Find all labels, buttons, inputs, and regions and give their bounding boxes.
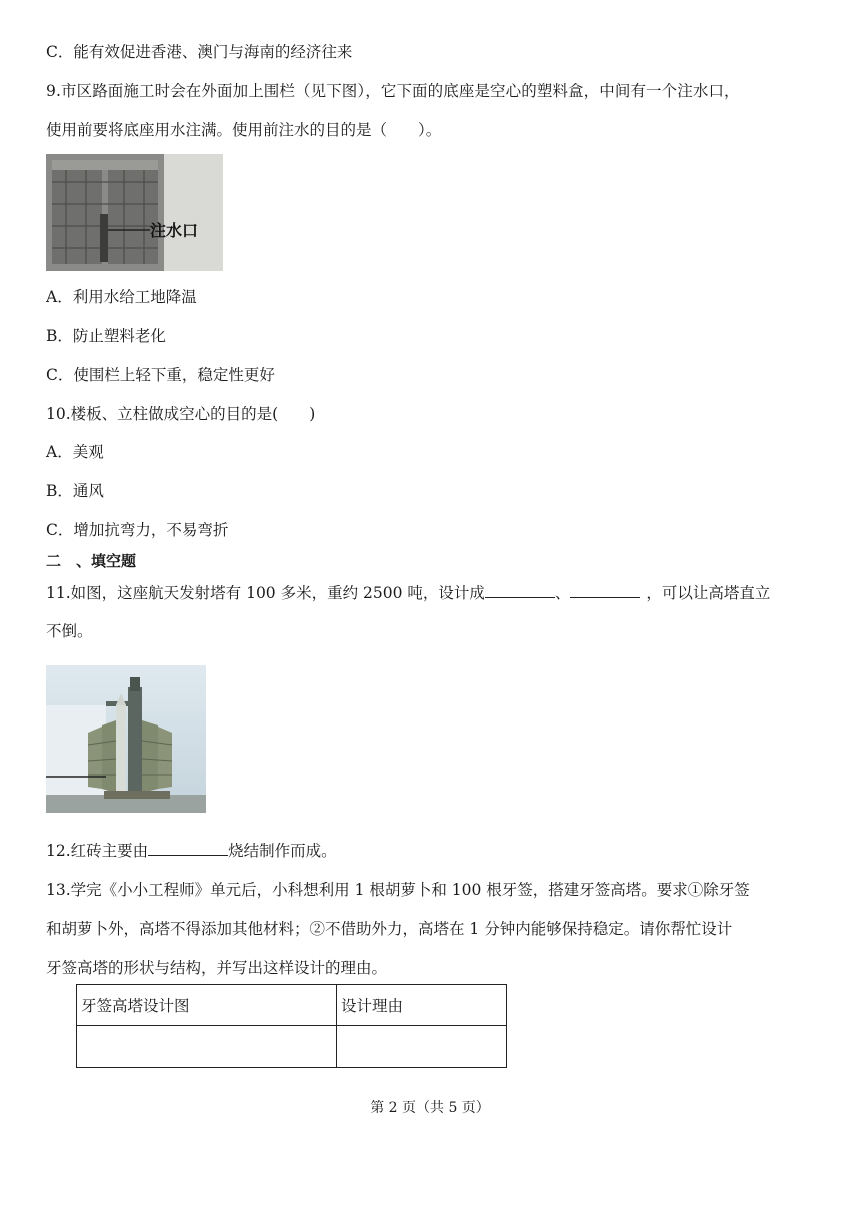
q13-line2: 和胡萝卜外，高塔不得添加其他材料；②不借助外力，高塔在 1 分钟内能够保持稳定。请你帮忙设计 <box>46 920 733 938</box>
page-footer: 第 2 页（共 5 页） <box>370 1100 490 1116</box>
q12-text-1: 12.红砖主要由 <box>46 842 149 860</box>
q11-blank-1[interactable] <box>485 581 555 598</box>
q10-option-a: A．美观 <box>46 443 104 461</box>
q10-stem: 10.楼板、立柱做成空心的目的是( ) <box>46 405 316 423</box>
table-header-row <box>77 985 507 1026</box>
q11-line1 <box>46 581 770 604</box>
q9-option-c: C．使围栏上轻下重，稳定性更好 <box>46 366 275 384</box>
figure-label-inlet: 注水口 <box>150 221 199 240</box>
q11-text-2: 、 <box>554 584 571 602</box>
section-heading: 二 、填空题 <box>46 552 137 570</box>
q9-option-b: B．防止塑料老化 <box>46 327 166 345</box>
q13-line3: 牙签高塔的形状与结构，并写出这样设计的理由。 <box>46 959 388 977</box>
table-header-reason: 设计理由 <box>337 985 507 1026</box>
design-table <box>76 984 507 1068</box>
q12-blank[interactable] <box>148 839 228 856</box>
launch-tower-figure <box>46 665 206 813</box>
q11-line2: 不倒。 <box>46 622 93 640</box>
q9-stem-line1: 9.市区路面施工时会在外面加上围栏（见下图），它下面的底座是空心的塑料盒，中间有一个注水口， <box>46 82 740 100</box>
launch-tower-photo <box>46 665 206 813</box>
q12-text-2: 烧结制作而成。 <box>228 842 337 860</box>
q10-option-c: C．增加抗弯力，不易弯折 <box>46 521 229 539</box>
barrier-base-figure <box>46 154 223 271</box>
answer-cell-design[interactable] <box>77 1026 337 1068</box>
q11-blank-2[interactable] <box>570 581 640 598</box>
q12-line <box>46 839 337 862</box>
q13-line1: 13.学完《小小工程师》单元后，小科想利用 1 根胡萝卜和 100 根牙签，搭建牙签高塔。要求①除牙签 <box>46 881 750 899</box>
table-header-design: 牙签高塔设计图 <box>77 985 337 1026</box>
answer-cell-reason[interactable] <box>337 1026 507 1068</box>
barrier-base-photo <box>46 154 223 271</box>
q11-text-1: 11.如图，这座航天发射塔有 100 多米，重约 2500 吨，设计成 <box>46 584 485 602</box>
q10-option-b: B．通风 <box>46 482 104 500</box>
q9-option-a: A．利用水给工地降温 <box>46 288 197 306</box>
q11-text-3: ，可以让高塔直立 <box>646 584 771 602</box>
q8-option-c: C．能有效促进香港、澳门与海南的经济往来 <box>46 43 353 61</box>
table-answer-row <box>77 1026 507 1068</box>
q9-stem-line2: 使用前要将底座用水注满。使用前注水的目的是（ ）。 <box>46 121 442 139</box>
